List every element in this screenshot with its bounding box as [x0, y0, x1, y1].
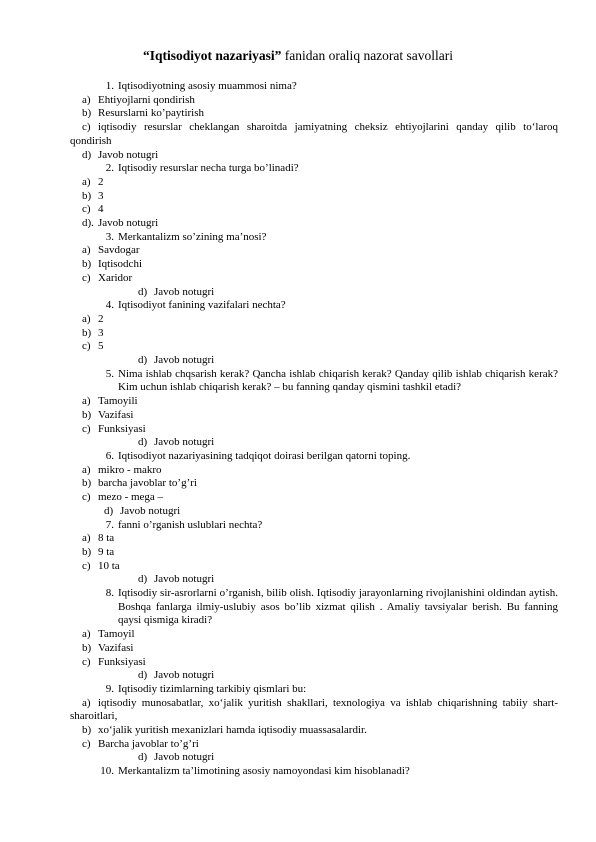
question-item: [70, 683, 558, 697]
question-text: Iqtisodiyotning asosiy muammosi nima?: [118, 80, 297, 92]
option-label: a): [82, 175, 91, 188]
option-text: Javob notugri: [154, 436, 215, 449]
option-label: d): [138, 436, 148, 449]
option-text: 2: [98, 312, 104, 325]
option-label: d): [138, 354, 148, 367]
option-label: b): [82, 258, 92, 271]
question-text: Iqtisodiy tizimlarning tarkibiy qismlari bu:: [118, 682, 307, 695]
answer-option: [70, 464, 558, 478]
answer-option: [70, 313, 558, 327]
option-text: 2: [98, 175, 104, 188]
option-text: Javob notugri: [154, 354, 215, 367]
question-item: [70, 299, 558, 313]
answer-option: [70, 751, 558, 765]
option-label: b): [82, 326, 92, 339]
option-text: 9 ta: [98, 545, 115, 558]
answer-option: [70, 327, 558, 341]
answer-option: [70, 176, 558, 190]
answer-option: [70, 107, 558, 121]
question-text: Iqtisodiy resurslar necha turga bo’linadi?: [118, 162, 299, 175]
option-text: mezo - mega –: [98, 491, 164, 504]
option-label: d): [138, 573, 148, 586]
option-text: 4: [98, 203, 104, 216]
question-number: 3.: [105, 230, 114, 243]
option-text: Funksiyasi: [98, 655, 146, 668]
option-text: 10 ta: [98, 559, 120, 572]
answer-option: [70, 656, 558, 670]
option-text: 3: [98, 326, 104, 339]
question-number: 1.: [105, 80, 114, 92]
question-number: 9.: [105, 682, 114, 695]
question-item: [70, 231, 558, 245]
answer-option: [70, 573, 558, 587]
option-text: Javob notugri: [154, 285, 215, 298]
question-item: [70, 450, 558, 464]
answer-option: [70, 724, 558, 738]
answer-option: [70, 697, 558, 724]
answer-option: [70, 217, 558, 231]
answer-option: [70, 642, 558, 656]
option-label: c): [82, 203, 91, 216]
option-text: Resurslarni ko’paytirish: [98, 107, 205, 120]
option-label: a): [82, 628, 91, 641]
option-text: Javob notugri: [120, 504, 181, 517]
question-text: Merkantalizm so’zining ma’nosi?: [118, 230, 267, 243]
option-label: d).: [82, 217, 94, 230]
answer-option: [70, 738, 558, 752]
option-label: a): [82, 93, 91, 106]
page-title: [0, 48, 596, 64]
question-number: 4.: [105, 299, 114, 312]
option-label: a): [82, 312, 91, 325]
question-text: Nima ishlab chqsarish kerak? Qancha ishlab chiqarish kerak? Qanday qilib ishlab chiqarish kerak? Kim uchun ishlab chiqarish kerak? – bu fanning qanday qismini tashkil etadi?: [118, 367, 558, 394]
answer-option: [70, 491, 558, 505]
question-item: [70, 765, 558, 779]
option-label: d): [138, 669, 148, 682]
option-text: 5: [98, 340, 104, 353]
option-text: Javob notugri: [98, 148, 159, 161]
question-text: fanni o’rganish uslublari nechta?: [118, 518, 263, 531]
option-text: iqtisodiy resurslar cheklangan sharoitda jamiyatning cheksiz ehtiyojlarini qanday qilib to‘laroq qondirish: [70, 121, 558, 147]
answer-option: [70, 560, 558, 574]
option-label: c): [82, 655, 91, 668]
option-text: Javob notugri: [154, 573, 215, 586]
question-text: Merkantalizm ta’limotining asosiy namoyondasi kim hisoblanadi?: [118, 765, 410, 778]
question-item: [70, 519, 558, 533]
option-label: b): [82, 189, 92, 202]
answer-option: [70, 286, 558, 300]
question-list: [70, 80, 558, 779]
option-label: c): [82, 737, 91, 750]
option-label: a): [82, 463, 91, 476]
option-text: mikro - makro: [98, 463, 162, 476]
option-text: Javob notugri: [98, 217, 159, 230]
option-text: Javob notugri: [154, 751, 215, 764]
answer-option: [70, 340, 558, 354]
option-label: c): [82, 271, 91, 284]
answer-option: [70, 121, 558, 148]
option-label: c): [82, 340, 91, 353]
option-text: xo‘jalik yuritish mexanizlari hamda iqtisodiy muassasalardir.: [98, 724, 367, 737]
option-text: Savdogar: [98, 244, 140, 257]
option-label: d): [138, 285, 148, 298]
question-number: 5.: [105, 367, 114, 380]
option-label: a): [82, 696, 91, 709]
question-number: 6.: [105, 449, 114, 462]
option-label: b): [82, 641, 92, 654]
answer-option: [70, 272, 558, 286]
question-number: 10.: [100, 765, 114, 778]
option-text: barcha javoblar to’g’ri: [98, 477, 197, 490]
option-label: b): [82, 408, 92, 421]
answer-option: [70, 149, 558, 163]
question-number: 7.: [105, 518, 114, 531]
question-text: Iqtisodiyot fanining vazifalari nechta?: [118, 299, 286, 312]
answer-option: [70, 203, 558, 217]
option-label: a): [82, 532, 91, 545]
option-label: a): [82, 244, 91, 257]
option-text: Ehtiyojlarni qondirish: [98, 93, 195, 106]
option-label: c): [82, 559, 91, 572]
answer-option: [70, 395, 558, 409]
option-label: a): [82, 395, 91, 408]
title-subject: “Iqtisodiyot nazariyasi”: [142, 48, 282, 63]
option-text: Tamoyil: [98, 628, 135, 641]
answer-option: [70, 546, 558, 560]
option-label: b): [82, 477, 92, 490]
title-rest: fanidan oraliq nazorat savollari: [281, 48, 454, 63]
option-text: Xaridor: [98, 271, 133, 284]
question-text: Iqtisodiy sir-asrorlarni o’rganish, bilib olish. Iqtisodiy jarayonlarning rivojlanishini oldindan aytish. Boshqa fanlarga ilmiy-uslubiy asos bo’lib xizmat qilish . Amaliy tavsiyalar berish. Bu fanning qaysi qismiga kiradi?: [118, 587, 558, 627]
question-item: [70, 80, 558, 94]
answer-option: [70, 258, 558, 272]
answer-option: [70, 505, 558, 519]
answer-option: [70, 423, 558, 437]
option-label: b): [82, 545, 92, 558]
option-text: Tamoyili: [98, 395, 138, 408]
option-text: iqtisodiy munosabatlar, xo‘jalik yuritish shakllari, texnologiya va ishlab chiqarishning tabiiy shart-sharoitlari,: [70, 696, 558, 723]
option-label: c): [82, 422, 91, 435]
question-item: [70, 587, 558, 628]
option-label: d): [82, 148, 92, 161]
option-text: Funksiyasi: [98, 422, 146, 435]
option-text: Barcha javoblar to’g’ri: [98, 737, 199, 750]
question-item: [70, 162, 558, 176]
answer-option: [70, 354, 558, 368]
answer-option: [70, 628, 558, 642]
answer-option: [70, 669, 558, 683]
option-text: Javob notugri: [154, 669, 215, 682]
option-label: c): [82, 491, 91, 504]
answer-option: [70, 477, 558, 491]
option-text: Iqtisodchi: [98, 258, 142, 271]
option-label: c): [82, 121, 91, 134]
answer-option: [70, 244, 558, 258]
question-number: 2.: [105, 162, 114, 175]
answer-option: [70, 94, 558, 108]
answer-option: [70, 436, 558, 450]
question-text: Iqtisodiyot nazariyasining tadqiqot doirasi berilgan qatorni toping.: [118, 449, 411, 462]
option-label: d): [138, 751, 148, 764]
option-text: Vazifasi: [98, 641, 134, 654]
option-label: d): [104, 504, 114, 517]
answer-option: [70, 409, 558, 423]
option-text: 3: [98, 189, 104, 202]
option-label: b): [82, 107, 92, 120]
answer-option: [70, 190, 558, 204]
option-text: Vazifasi: [98, 408, 134, 421]
option-text: 8 ta: [98, 532, 115, 545]
question-number: 8.: [105, 587, 114, 600]
option-label: b): [82, 724, 92, 737]
question-item: [70, 368, 558, 395]
answer-option: [70, 532, 558, 546]
